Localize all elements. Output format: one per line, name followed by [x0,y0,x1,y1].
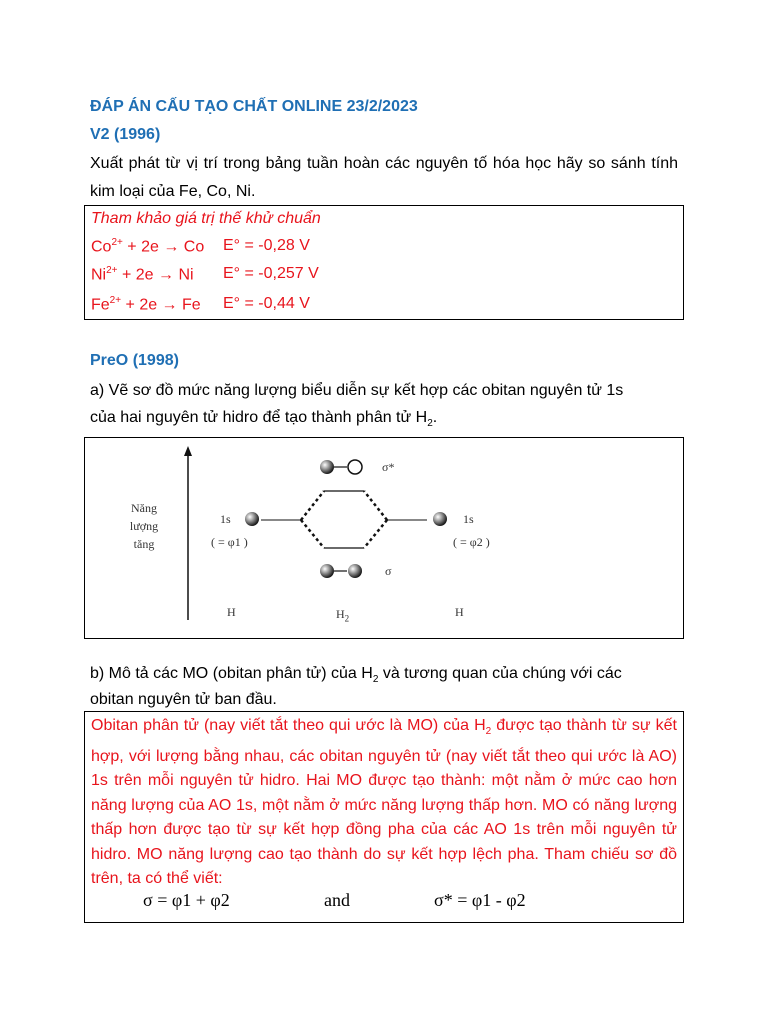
energy-axis-arrow-icon [184,446,192,456]
sigma-bonding-formula: σ = φ1 + φ2 [143,890,230,910]
reaction-fe: $Fe^{2+} + 2e \to Fe$ [91,295,201,314]
reaction-ni: $Ni^{2+} + 2e \to Ni$ [91,265,194,284]
connector-left-up [301,491,324,520]
connector-left-down [301,520,324,548]
left-orbital-label: 1s [220,512,231,526]
sigma-sphere-left-icon [320,564,334,578]
molecule-label: $H_2$ [336,607,350,624]
reaction-co: $Co^{2+} + 2e \to Co$ [91,237,205,256]
sigma-sphere-right-icon [348,564,362,578]
question-b-line1: b) Mô tả các MO (obitan phân tử) của $H_2$ và tương quan của chúng với các [90,665,622,686]
left-atom-label: H [227,605,236,619]
connector-right-up [364,491,387,520]
section-heading-preo: PreO (1998) [90,352,179,369]
reference-box [84,205,684,320]
potential-co: E° = -0,28 V [223,237,310,254]
sigma-star-empty-sphere-icon [348,460,362,474]
left-ao-sphere-icon [245,512,259,526]
left-wave-label: ( = φ1 ) [211,535,248,549]
formula-and: and [324,890,350,910]
potential-fe: E° = -0,44 V [223,295,310,312]
answer-paragraph: Obitan phân tử (nay viết tắt theo qui ước là MO) của $H_2$ được tạo thành từ sự kết hợp, với lượng bằng nhau, các obitan nguyên tử (nay viết tắt theo qui ước là AO) 1s trên mỗi nguyên tử hidro. Hai MO được tạo thành: một nằm ở mức cao hơn năng lượng của AO 1s, một nằm ở mức năng lượng thấp hơn. MO có năng lượng thấp hơn được tạo từ sự kết hợp đồng pha của các AO 1s trên mỗi nguyên tử hidro. MO năng lượng cao tạo thành do sự kết hợp lệch pha. Tham chiếu sơ đồ trên, ta có thể viết: [91,717,678,888]
right-ao-sphere-icon [433,512,447,526]
sigma-star-label: σ* [382,460,395,474]
section-heading-v2: V2 (1996) [90,126,161,143]
reference-box-title: Tham khảo giá trị thế khử chuẩn [91,210,321,227]
answer-box [84,711,684,923]
sigma-label: σ [385,564,392,578]
question-v2: Xuất phát từ vị trí trong bảng tuần hoàn các nguyên tố hóa học hãy so sánh tính kim loại của Fe, Co, Ni. [90,155,678,200]
sigma-star-sphere-icon [320,460,334,474]
sigma-antibonding-formula: σ* = φ1 - φ2 [434,890,526,910]
question-a-line2: của hai nguyên tử hidro để tạo thành phân tử $H_2$. [90,409,438,430]
potential-ni: E° = -0,257 V [223,265,319,282]
energy-axis-label: Năng lượng tăng [129,501,159,551]
energy-diagram [84,437,684,639]
right-atom-label: H [455,605,464,619]
question-b-line2: obitan nguyên tử ban đầu. [90,691,277,708]
right-orbital-label: 1s [463,512,474,526]
page-title: ĐÁP ÁN CẤU TẠO CHẤT ONLINE 23/2/2023 [90,98,418,115]
question-a-line1: a) Vẽ sơ đồ mức năng lượng biểu diễn sự kết hợp các obitan nguyên tử 1s [90,382,624,399]
connector-right-down [364,520,387,548]
right-wave-label: ( = φ2 ) [453,535,490,549]
